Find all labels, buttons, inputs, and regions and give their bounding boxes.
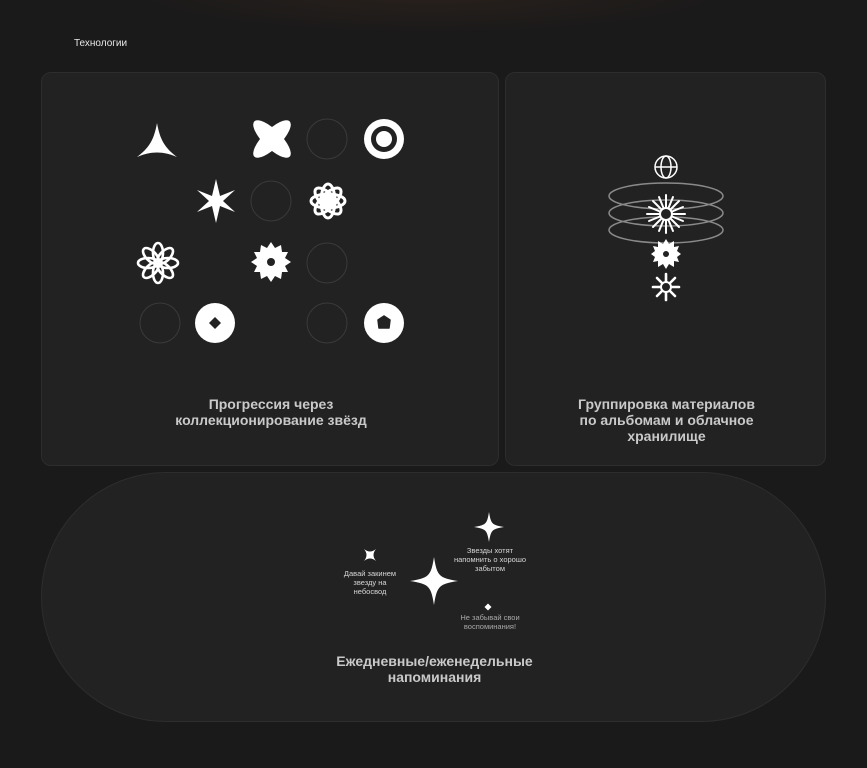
three-point-star-icon <box>137 123 177 157</box>
daisy-icon <box>138 243 178 283</box>
empty-circle-icon <box>251 181 291 221</box>
four-point-star-icon <box>197 179 235 223</box>
small-star-icon <box>364 549 376 561</box>
reminders-illustration <box>42 473 827 643</box>
empty-circle-icon <box>307 119 347 159</box>
albums-card-title: Группировка материалов по альбомам и облачное хранилище <box>578 396 755 444</box>
flower-icon <box>311 184 345 218</box>
note-bottom: Не забывай свои воспоминания! <box>460 613 520 631</box>
stars-card <box>41 72 499 466</box>
section-label: Технологии <box>74 38 128 49</box>
medium-sparkle-icon <box>474 512 504 542</box>
flower-circle-icon <box>364 303 404 343</box>
reminders-card-title: Ежедневные/еженедельные напоминания <box>336 653 533 685</box>
globe-icon <box>655 156 677 178</box>
tiny-diamond-icon <box>485 604 492 611</box>
x-shape-icon <box>248 115 296 163</box>
cog-star-icon <box>653 274 679 300</box>
target-circle-icon <box>364 119 404 159</box>
empty-circle-icon <box>307 243 347 283</box>
sun-burst-icon <box>251 242 291 282</box>
note-right: Звезды хотят напомнить о хорошо забытом <box>453 546 527 573</box>
empty-circle-icon <box>140 303 180 343</box>
star-grid <box>42 73 500 373</box>
diamond-circle-icon <box>195 303 235 343</box>
note-left: Давай закинем звезду на небосвод <box>343 569 397 596</box>
sun-star-icon <box>647 195 685 233</box>
empty-circle-icon <box>307 303 347 343</box>
stars-card-title: Прогрессия через коллекционирование звёзд <box>175 396 367 428</box>
reminders-card <box>41 472 826 722</box>
albums-card <box>505 72 826 466</box>
albums-illustration <box>506 73 827 373</box>
